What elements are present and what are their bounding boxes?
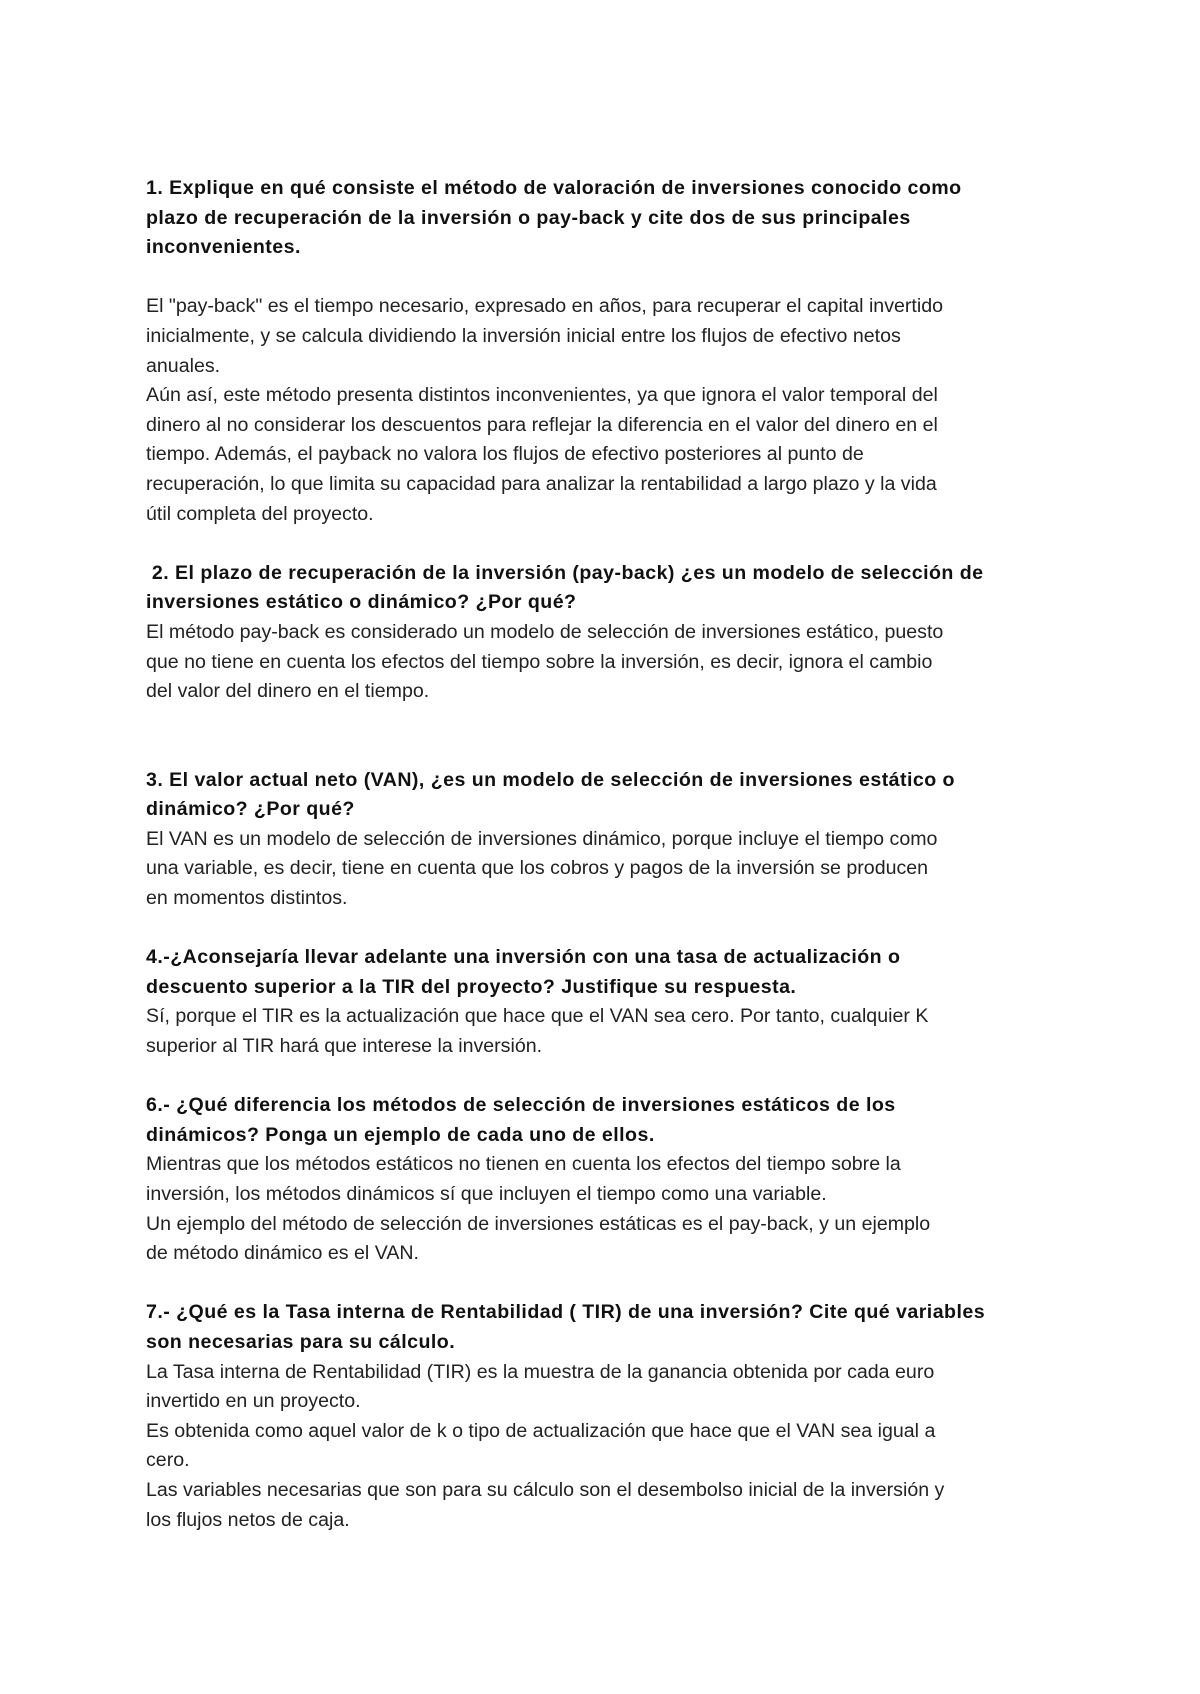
question-4-line-2: descuento superior a la TIR del proyecto? Justifique su respuesta. — [146, 975, 797, 998]
question-2-line-2: inversiones estático o dinámico? ¿Por qué? — [146, 591, 577, 614]
answer-2-line-3: del valor del dinero en el tiempo. — [146, 680, 430, 703]
answer-6-line-2: inversión, los métodos dinámicos sí que incluyen el tiempo como una variable. — [146, 1183, 827, 1205]
answer-7-line-3: Es obtenida como aquel valor de k o tipo de actualización que hace que el VAN sea igual a — [146, 1419, 936, 1442]
question-7-line-2: son necesarias para su cálculo. — [146, 1330, 456, 1353]
answer-1-line-4: Aún así, este método presenta distintos inconvenientes, ya que ignora el valor temporal del — [146, 384, 938, 407]
answer-6-line-3: Un ejemplo del método de selección de inversiones estáticas es el pay-back, y un ejemplo — [146, 1212, 931, 1235]
spacer — [146, 529, 1066, 559]
answer-7-line-4: cero. — [146, 1449, 190, 1472]
answer-7-line-2: invertido en un proyecto. — [146, 1390, 361, 1413]
answer-1-line-2: inicialmente, y se calcula dividiendo la inversión inicial entre los flujos de efectivo netos — [146, 324, 901, 347]
answer-3-line-2: una variable, es decir, tiene en cuenta que los cobros y pagos de la inversión se producen — [146, 857, 929, 880]
section-1 — [146, 174, 1066, 529]
answer-3-line-3: en momentos distintos. — [146, 887, 348, 910]
question-1-line-2: plazo de recuperación de la inversión o pay-back y cite dos de sus principales — [146, 206, 911, 229]
answer-2-line-2: que no tiene en cuenta los efectos del tiempo sobre la inversión, es decir, ignora el cambio — [146, 650, 933, 673]
question-7-line-1: 7.- ¿Qué es la Tasa interna de Rentabilidad ( TIR) de una inversión? Cite qué variables — [146, 1301, 986, 1324]
question-6-line-2: dinámicos? Ponga un ejemplo de cada uno de ellos. — [146, 1123, 655, 1146]
answer-1-line-6: tiempo. Además, el payback no valora los flujos de efectivo posteriores al punto de — [146, 443, 864, 466]
answer-1-line-3: anuales. — [146, 354, 221, 377]
spacer — [146, 263, 1066, 293]
question-4-line-1: 4.-¿Aconsejaría llevar adelante una inversión con una tasa de actualización o — [146, 946, 901, 969]
section-3 — [146, 766, 1066, 914]
section-4 — [146, 943, 1066, 1061]
answer-2-line-1: El método pay-back es considerado un modelo de selección de inversiones estático, puesto — [146, 620, 944, 643]
question-3-line-2: dinámico? ¿Por qué? — [146, 798, 355, 821]
answer-6-line-4: de método dinámico es el VAN. — [146, 1242, 420, 1265]
question-6-line-1: 6.- ¿Qué diferencia los métodos de selección de inversiones estáticos de los — [146, 1094, 896, 1117]
document-page — [146, 174, 1066, 1535]
answer-1-line-8: útil completa del proyecto. — [146, 502, 374, 525]
question-1-line-1: 1. Explique en qué consiste el método de valoración de inversiones conocido como — [146, 177, 962, 199]
answer-7-line-1: La Tasa interna de Rentabilidad (TIR) es la muestra de la ganancia obtenida por cada euro — [146, 1360, 935, 1383]
spacer — [146, 1062, 1066, 1092]
spacer — [146, 914, 1066, 944]
question-3-line-1: 3. El valor actual neto (VAN), ¿es un modelo de selección de inversiones estático o — [146, 768, 955, 791]
answer-4-line-1: Sí, porque el TIR es la actualización que hace que el VAN sea cero. Por tanto, cualquier K — [146, 1005, 929, 1028]
question-1-line-3: inconvenientes. — [146, 236, 301, 259]
answer-4-line-2: superior al TIR hará que interese la inversión. — [146, 1035, 543, 1058]
answer-7-line-6: los flujos netos de caja. — [146, 1508, 350, 1531]
answer-7-line-5: Las variables necesarias que son para su cálculo son el desembolso inicial de la inversión y — [146, 1478, 945, 1501]
section-7 — [146, 1298, 1066, 1535]
answer-3-line-1: El VAN es un modelo de selección de inversiones dinámico, porque incluye el tiempo como — [146, 827, 938, 850]
answer-6-line-1: Mientras que los métodos estáticos no tienen en cuenta los efectos del tiempo sobre la — [146, 1153, 901, 1176]
answer-1-line-1: El "pay-back" es el tiempo necesario, expresado en años, para recuperar el capital invertido — [146, 295, 944, 318]
answer-1-line-5: dinero al no considerar los descuentos para reflejar la diferencia en el valor del dinero en el — [146, 413, 938, 436]
section-2 — [146, 559, 1066, 707]
question-2-line-1: 2. El plazo de recuperación de la inversión (pay-back) ¿es un modelo de selección de — [146, 561, 984, 584]
section-6 — [146, 1091, 1066, 1269]
spacer — [146, 1269, 1066, 1299]
spacer — [146, 707, 1066, 766]
answer-1-line-7: recuperación, lo que limita su capacidad para analizar la rentabilidad a largo plazo y la vida — [146, 472, 937, 495]
